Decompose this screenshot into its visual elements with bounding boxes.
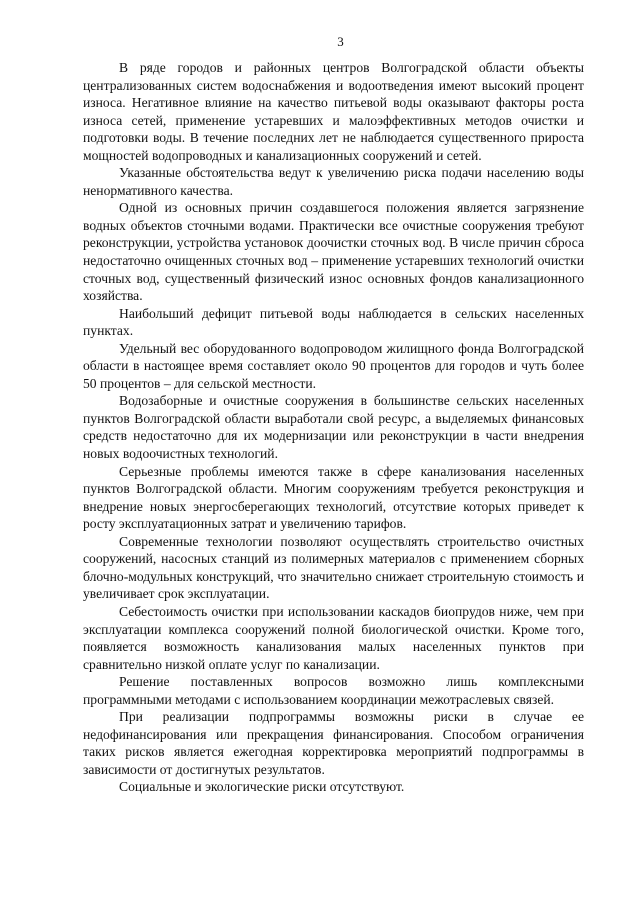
paragraph-biopond-cost: Себестоимость очистки при использовании каскадов биопрудов ниже, чем при эксплуатации комплекса сооружений полной биологической очистки. Кроме того, появляется возможность канализования малых населенных пунктов при сравнительно низкой оплате услуг по канализации. (83, 603, 584, 672)
page-number: 3 (337, 34, 344, 49)
paragraph-supply-risk: Указанные обстоятельства ведут к увеличению риска подачи населению воды ненормативного качества. (83, 165, 584, 198)
paragraph-rural-facilities: Водозаборные и очистные сооружения в большинстве сельских населенных пунктов Волгоградской области выработали свой ресурс, а выделяемых финансовых средств недостаточно для их модернизации или реконструкции в части внедрения новых водоочистных технологий. (83, 393, 584, 462)
paragraph-rural-deficit: Наибольший дефицит питьевой воды наблюдается в сельских населенных пунктах. (83, 305, 584, 339)
paragraph-social-risks: Социальные и экологические риски отсутствуют. (119, 779, 405, 795)
paragraph-water-infrastructure-wear: В ряде городов и районных центров Волгоградской области объекты централизованных систем водоснабжения и водоотведения имеют высокий процент износа. Негативное влияние на качество питьевой воды оказывают факторы роста износа сетей, применение устаревших и малоэффективных методов очистки и подготовки воды. В течение последних лет не наблюдается существенного прироста мощностей водопроводных и канализационных сооружений и сетей. (83, 60, 584, 163)
paragraph-complex-solution: Решение поставленных вопросов возможно лишь комплексными программными методами с использованием координации межотраслевых связей. (83, 674, 584, 707)
paragraph-pollution-causes: Одной из основных причин создавшегося положения является загрязнение водных объектов сточными водами. Практически все очистные сооружения требуют реконструкции, устройства установок доочистки сточных вод. В числе причин сброса недостаточно очищенных сточных вод – применение устаревших технологий очистки сточных вод, существенный физический износ основных фондов канализационного хозяйства. (83, 200, 584, 304)
paragraph-sewerage-problems: Серьезные проблемы имеются также в сфере канализования населенных пунктов Волгоградской области. Многим сооружениям требуется реконструкция и внедрение новых энергосберегающих технологий, отсутствие которых приведет к росту эксплуатационных затрат и увеличению тарифов. (83, 463, 584, 532)
paragraph-modern-technologies: Современные технологии позволяют осуществлять строительство очистных сооружений, насосных станций из полимерных материалов с применением сборных блочно-модульных конструкций, что значительно снижает строительную стоимость и увеличивает срок эксплуатации. (83, 533, 584, 602)
paragraph-housing-water-share: Удельный вес оборудованного водопроводом жилищного фонда Волгоградской области в настоящее время составляет около 90 процентов для городов и чуть более 50 процентов – для сельской местности. (83, 340, 584, 391)
paragraph-financing-risks: При реализации подпрограммы возможны риски в случае ее недофинансирования или прекращения финансирования. Способом ограничения таких рисков является ежегодная корректировка мероприятий подпрограммы в зависимости от достигнутых результатов. (83, 709, 584, 777)
